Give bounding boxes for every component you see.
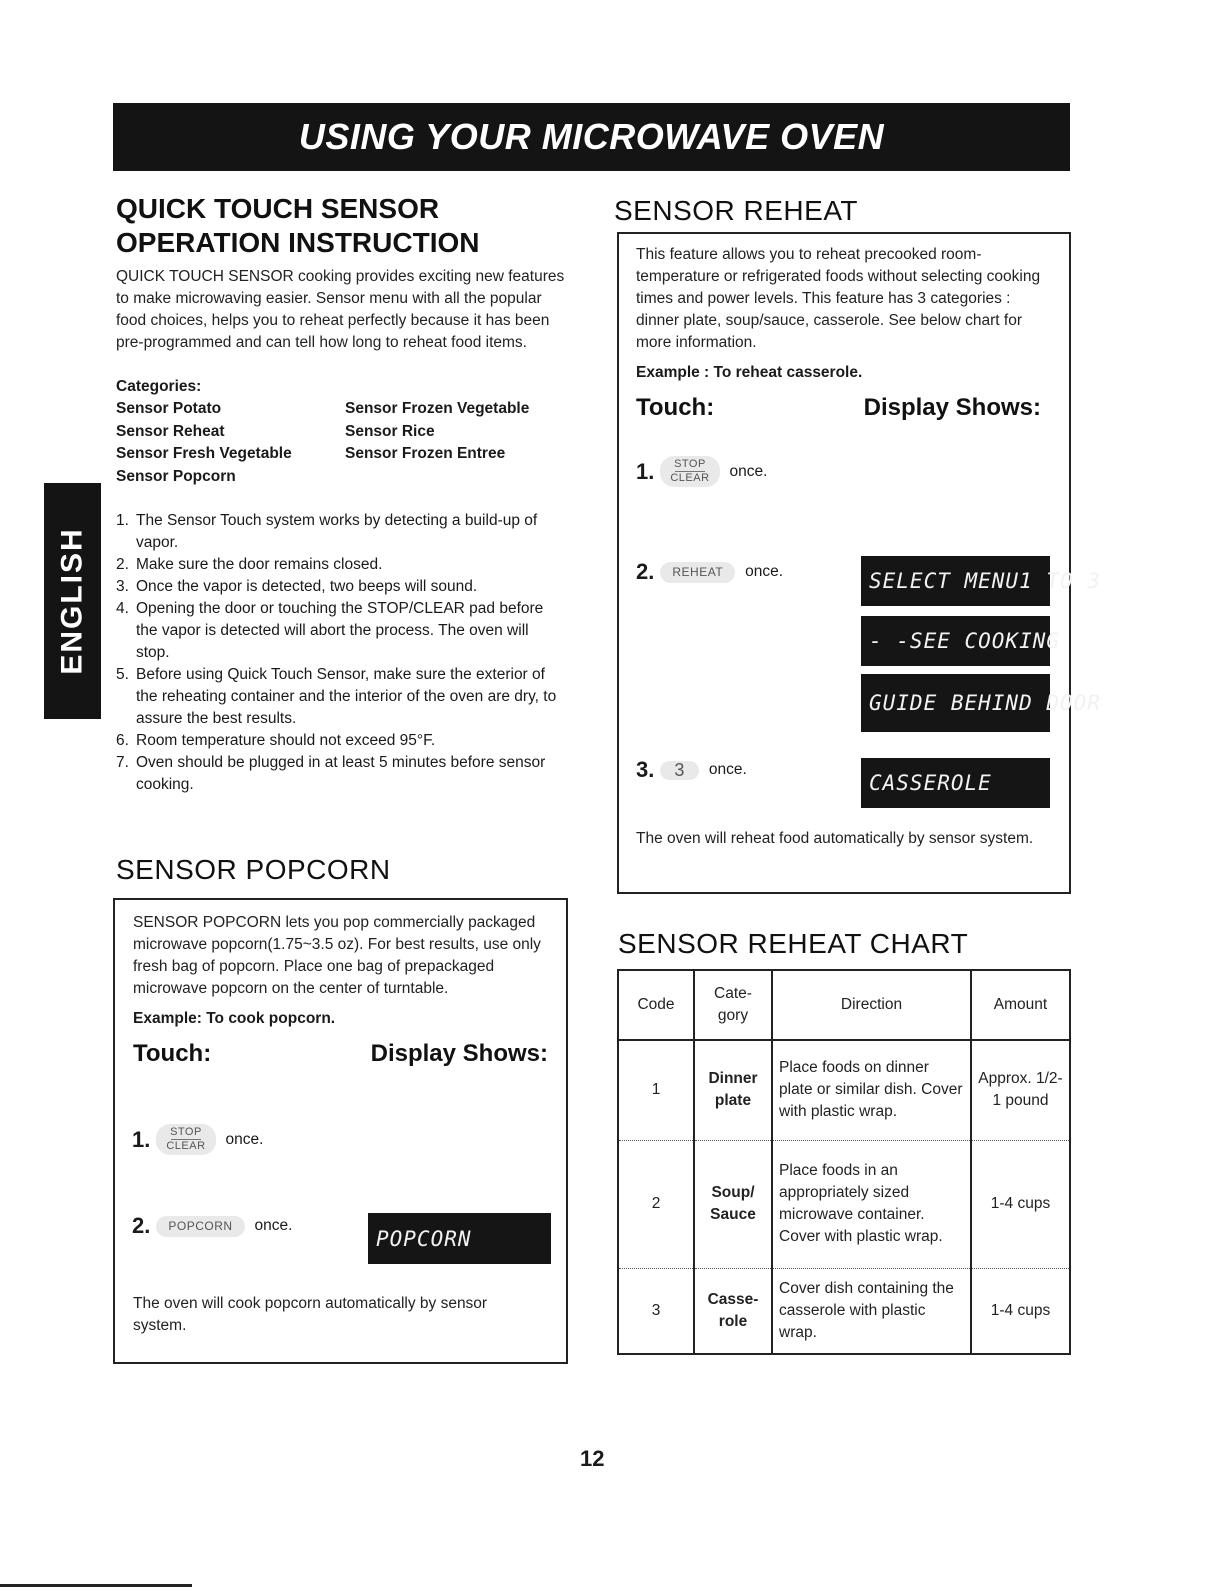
popcorn-lcd-display: POPCORN	[368, 1213, 551, 1264]
step-text: once.	[729, 462, 768, 480]
list-item: 1. The Sensor Touch system works by detecting a build-up of vapor.	[116, 512, 538, 551]
popcorn-title: SENSOR POPCORN	[116, 854, 391, 885]
cell-direction: Cover dish containing the casserole with plastic wrap.	[772, 1268, 971, 1354]
popcorn-footer: The oven will cook popcorn automatically by sensor system.	[133, 1295, 488, 1334]
popcorn-header-row	[133, 1040, 548, 1068]
table-row	[618, 1268, 1070, 1354]
quick-touch-title-line2: OPERATION INSTRUCTION	[116, 227, 480, 258]
popcorn-step-1	[132, 1124, 263, 1155]
cell-category: Soup/ Sauce	[694, 1140, 772, 1268]
list-item: 2. Make sure the door remains closed.	[116, 556, 383, 573]
reheat-key: REHEAT	[660, 562, 735, 583]
reheat-lcd-display-1: SELECT MENU1 TO 3	[861, 556, 1050, 606]
reheat-touch-label: Touch:	[636, 394, 715, 421]
banner-title: USING YOUR MICROWAVE OVEN	[298, 116, 885, 157]
list-item: 4. Opening the door or touching the STOP/CLEAR pad before the vapor is detected will abort the process. The oven will stop.	[116, 600, 544, 661]
category-item: Sensor Rice	[345, 422, 435, 440]
category-item: Sensor Popcorn	[116, 467, 236, 485]
cell-category: Dinner plate	[694, 1040, 772, 1140]
category-item: Sensor Reheat	[116, 422, 225, 440]
reheat-footer: The oven will reheat food automatically by sensor system.	[636, 830, 1034, 847]
reheat-title: SENSOR REHEAT	[614, 195, 859, 226]
header-amount: Amount	[971, 970, 1070, 1040]
reheat-header-row	[636, 394, 1051, 422]
chart-title: SENSOR REHEAT CHART	[618, 928, 969, 959]
category-item: Sensor Frozen Vegetable	[345, 400, 530, 417]
page-number: 12	[580, 1446, 605, 1471]
cell-code: 2	[618, 1140, 694, 1268]
step-text: once.	[708, 761, 747, 778]
stop-clear-key: STOP CLEAR	[156, 1124, 215, 1155]
language-tab-label: ENGLISH	[55, 527, 89, 675]
step-number: 2.	[636, 559, 655, 584]
category-item	[345, 466, 575, 489]
quick-touch-intro: QUICK TOUCH SENSOR cooking provides exciting new features to make microwaving easier. Sensor menu with all the popular food choices, helps you to reheat perfectly because it has been pre-programmed and can tell how long to reheat food items.	[116, 268, 565, 351]
step-number: 1.	[132, 1126, 151, 1152]
reheat-step-3	[636, 757, 747, 783]
sensor-steps-list	[116, 510, 566, 796]
popcorn-step-2	[132, 1213, 292, 1239]
table-row	[618, 1040, 1070, 1140]
reheat-chart-table	[617, 969, 1071, 1355]
list-item: 7. Oven should be plugged in at least 5 minutes before sensor cooking.	[116, 754, 546, 793]
quick-touch-section	[116, 192, 566, 796]
step-number: 2.	[132, 1213, 151, 1238]
list-item: 3. Once the vapor is detected, two beeps will sound.	[116, 578, 478, 595]
reheat-display-label: Display Shows:	[863, 394, 1041, 421]
reheat-lcd-display-4: CASSEROLE	[861, 758, 1050, 808]
cell-direction: Place foods on dinner plate or similar dish. Cover with plastic wrap.	[772, 1040, 971, 1140]
language-tab	[44, 483, 101, 719]
cell-category: Casse-role	[694, 1268, 772, 1354]
popcorn-key: POPCORN	[156, 1216, 244, 1237]
reheat-step-1	[636, 456, 767, 487]
quick-touch-title-line1: QUICK TOUCH SENSOR	[116, 193, 440, 224]
table-row	[618, 1140, 1070, 1268]
header-code: Code	[618, 970, 694, 1040]
cell-amount: 1-4 cups	[971, 1268, 1070, 1354]
category-item: Sensor Frozen Entree	[345, 445, 506, 462]
number-3-key: 3	[660, 761, 699, 780]
reheat-example: Example : To reheat casserole.	[636, 364, 863, 381]
cell-code: 1	[618, 1040, 694, 1140]
category-item: Sensor Potato	[116, 400, 222, 417]
footer-rule	[0, 1584, 192, 1587]
stop-clear-key: STOP CLEAR	[660, 456, 719, 487]
reheat-lcd-display-3: GUIDE BEHIND DOOR	[861, 674, 1050, 732]
popcorn-display-label: Display Shows:	[370, 1040, 548, 1067]
step-text: once.	[745, 563, 784, 580]
popcorn-body: SENSOR POPCORN lets you pop commercially packaged microwave popcorn(1.75~3.5 oz). For best results, use only fresh bag of popcorn. Place one bag of prepackaged microwave popcorn on the center of turntable.	[133, 914, 541, 997]
table-header-row	[618, 970, 1070, 1040]
list-item: 5. Before using Quick Touch Sensor, make sure the exterior of the reheating container and the interior of the oven are dry, to assure the best results.	[116, 666, 557, 727]
step-text: once.	[225, 1130, 264, 1148]
page-banner	[113, 103, 1070, 171]
reheat-lcd-display-2: - -SEE COOKING	[861, 616, 1050, 666]
cell-direction: Place foods in an appropriately sized microwave container. Cover with plastic wrap.	[772, 1140, 971, 1268]
cell-code: 3	[618, 1268, 694, 1354]
cell-amount: 1-4 cups	[971, 1140, 1070, 1268]
categories-list	[116, 398, 566, 488]
category-item: Sensor Fresh Vegetable	[116, 445, 292, 462]
reheat-body: This feature allows you to reheat precooked room-temperature or refrigerated foods without selecting cooking times and power levels. This feature has 3 categories : dinner plate, soup/sauce, casserole. See below chart for more information.	[636, 246, 1041, 351]
step-text: once.	[254, 1217, 293, 1234]
step-number: 1.	[636, 458, 655, 484]
list-item: 6. Room temperature should not exceed 95°F.	[116, 732, 436, 749]
categories-title: Categories:	[116, 378, 202, 395]
popcorn-touch-label: Touch:	[133, 1040, 212, 1067]
header-direction: Direction	[772, 970, 971, 1040]
reheat-step-2	[636, 559, 783, 585]
step-number: 3.	[636, 757, 655, 782]
popcorn-example: Example: To cook popcorn.	[133, 1010, 336, 1027]
cell-amount: Approx. 1/2-1 pound	[971, 1040, 1070, 1140]
header-category: Cate-gory	[694, 970, 772, 1040]
